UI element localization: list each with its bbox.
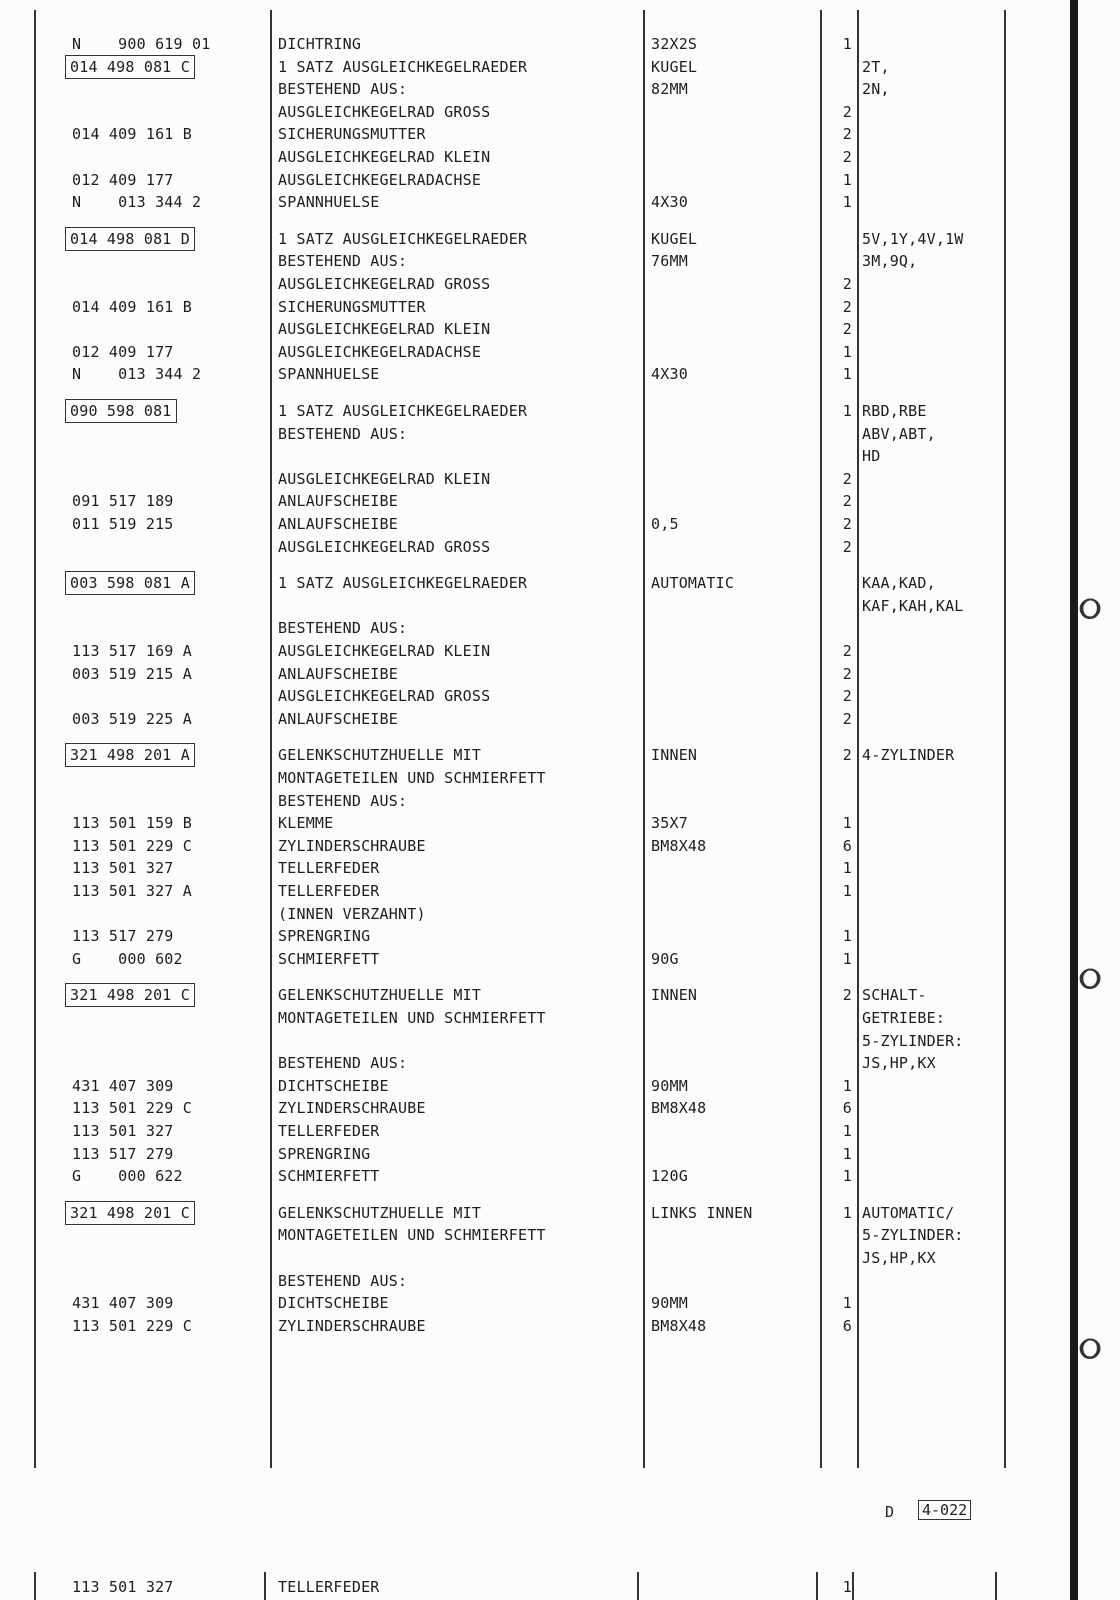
- part-number: 014 409 161 B: [72, 125, 192, 144]
- description: BESTEHEND AUS:: [278, 1271, 408, 1290]
- quantity: 2: [842, 664, 852, 683]
- quantity: 1: [842, 1167, 852, 1186]
- remark: 3M,9Q,: [862, 252, 918, 271]
- part-number: 113 501 229 C: [72, 836, 192, 855]
- part-number: [72, 1202, 194, 1224]
- remark: 2N,: [862, 80, 890, 99]
- quantity: [808, 78, 852, 100]
- part-number: 012 409 177: [72, 342, 174, 361]
- specification: 82MM: [651, 80, 688, 99]
- part-number: G 000 602: [72, 949, 183, 968]
- description: TELLERFEDER: [278, 882, 380, 900]
- column-rule-rem: [857, 10, 859, 1468]
- continuation-rule: [637, 1572, 639, 1600]
- quantity: [808, 572, 852, 594]
- column-rule-right: [1004, 10, 1006, 1468]
- remark: 5-ZYLINDER:: [862, 1226, 964, 1245]
- quantity: 1: [842, 402, 852, 420]
- part-number: G 000 622: [72, 1167, 183, 1186]
- description: AUSGLEICHKEGELRAD GROSS: [278, 275, 491, 293]
- quantity: 2: [842, 125, 852, 144]
- continuation-part-number: 113 501 327: [72, 1578, 174, 1596]
- part-number: N 013 344 2: [72, 193, 202, 212]
- description: AUSGLEICHKEGELRADACHSE: [278, 342, 482, 361]
- description: BESTEHEND AUS:: [278, 252, 408, 271]
- boxed-part-number: 090 598 081: [66, 400, 176, 422]
- description: ANLAUFSCHEIBE: [278, 709, 398, 728]
- specification: KUGEL: [651, 57, 698, 76]
- quantity: 2: [842, 986, 852, 1005]
- quantity: [808, 1030, 852, 1052]
- description: SICHERUNGSMUTTER: [278, 297, 426, 316]
- quantity: [808, 250, 852, 272]
- quantity: 2: [842, 102, 852, 121]
- description: ANLAUFSCHEIBE: [278, 492, 398, 511]
- part-number: 091 517 189: [72, 492, 174, 511]
- quantity: 1: [842, 1144, 852, 1163]
- description: ZYLINDERSCHRAUBE: [278, 836, 426, 855]
- remark: 5-ZYLINDER:: [862, 1031, 964, 1050]
- quantity: [808, 1247, 852, 1269]
- quantity: 1: [842, 1203, 852, 1222]
- quantity: 1: [842, 1294, 852, 1313]
- quantity: [808, 617, 852, 639]
- specification: BM8X48: [651, 836, 707, 855]
- specification: 90G: [651, 949, 679, 968]
- description: ANLAUFSCHEIBE: [278, 515, 398, 533]
- quantity: [808, 1224, 852, 1246]
- specification: LINKS INNEN: [651, 1203, 753, 1222]
- description: AUSGLEICHKEGELRAD KLEIN: [278, 320, 491, 339]
- description: BESTEHEND AUS:: [278, 424, 408, 443]
- description: 1 SATZ AUSGLEICHKEGELRAEDER: [278, 402, 528, 420]
- specification: 90MM: [651, 1076, 688, 1095]
- part-number: [72, 984, 194, 1006]
- punch-hole-marking: ૦: [1078, 955, 1103, 1001]
- description: KLEMME: [278, 814, 334, 833]
- part-number: [72, 228, 194, 250]
- quantity: 1: [842, 1122, 852, 1140]
- specification: INNEN: [651, 986, 698, 1005]
- quantity: 1: [842, 170, 852, 189]
- punch-hole-marking: ૦: [1078, 585, 1103, 631]
- part-number: 003 519 215 A: [72, 664, 192, 683]
- part-number: 113 517 279: [72, 1144, 174, 1163]
- specification: 35X7: [651, 814, 688, 833]
- quantity: 2: [842, 320, 852, 339]
- part-number: 012 409 177: [72, 170, 174, 189]
- specification: KUGEL: [651, 229, 698, 248]
- quantity: 2: [842, 537, 852, 556]
- part-number: N 013 344 2: [72, 365, 202, 384]
- remark: 5V,1Y,4V,1W: [862, 229, 964, 248]
- remark: 2T,: [862, 57, 890, 76]
- quantity: 1: [842, 365, 852, 384]
- quantity: 2: [842, 709, 852, 728]
- page-number: 4-022: [918, 1500, 971, 1520]
- specification: BM8X48: [651, 1316, 707, 1335]
- description: SPRENGRING: [278, 1144, 371, 1163]
- quantity: [808, 1052, 852, 1074]
- quantity: 6: [842, 1316, 852, 1335]
- part-number: 113 501 229 C: [72, 1099, 192, 1118]
- description: SPRENGRING: [278, 927, 371, 946]
- quantity: [808, 767, 852, 789]
- quantity: 2: [842, 297, 852, 316]
- description: 1 SATZ AUSGLEICHKEGELRAEDER: [278, 57, 528, 76]
- description: AUSGLEICHKEGELRAD KLEIN: [278, 148, 491, 166]
- boxed-part-number: 321 498 201 C: [66, 1202, 194, 1224]
- remark: JS,HP,KX: [862, 1054, 936, 1073]
- part-number: 113 501 327 A: [72, 882, 192, 900]
- quantity: 2: [842, 492, 852, 511]
- specification: 76MM: [651, 252, 688, 271]
- remark: SCHALT-: [862, 986, 927, 1005]
- specification: AUTOMATIC: [651, 574, 735, 593]
- description: BESTEHEND AUS:: [278, 791, 408, 810]
- part-number: [72, 572, 194, 594]
- quantity: [808, 228, 852, 250]
- description: ZYLINDERSCHRAUBE: [278, 1316, 426, 1335]
- quantity: 2: [842, 642, 852, 660]
- description: MONTAGETEILEN UND SCHMIERFETT: [278, 769, 546, 787]
- description: BESTEHEND AUS:: [278, 80, 408, 99]
- part-number: [72, 744, 194, 766]
- part-number: 113 517 169 A: [72, 642, 192, 660]
- page-reference: [918, 1501, 971, 1519]
- continuation-quantity: 1: [842, 1578, 852, 1596]
- remark: JS,HP,KX: [862, 1249, 936, 1267]
- quantity: 2: [842, 687, 852, 706]
- quantity: 1: [842, 35, 852, 53]
- part-number: 014 409 161 B: [72, 297, 192, 316]
- description: 1 SATZ AUSGLEICHKEGELRAEDER: [278, 229, 528, 248]
- continuation-rule: [264, 1572, 266, 1600]
- quantity: 1: [842, 1076, 852, 1095]
- specification: 4X30: [651, 193, 688, 212]
- description: SCHMIERFETT: [278, 949, 380, 968]
- column-rule-spec: [643, 10, 645, 1468]
- description: (INNEN VERZAHNT): [278, 904, 426, 923]
- remark: AUTOMATIC/: [862, 1203, 955, 1222]
- description: GELENKSCHUTZHUELLE MIT: [278, 1203, 482, 1222]
- description: DICHTSCHEIBE: [278, 1294, 389, 1313]
- specification: INNEN: [651, 746, 698, 765]
- description: GELENKSCHUTZHUELLE MIT: [278, 986, 482, 1005]
- description: AUSGLEICHKEGELRAD GROSS: [278, 102, 491, 121]
- boxed-part-number: 014 498 081 C: [66, 56, 194, 78]
- description: GELENKSCHUTZHUELLE MIT: [278, 746, 482, 765]
- quantity: [808, 423, 852, 445]
- remark: HD: [862, 447, 881, 466]
- part-number: N 900 619 01: [72, 35, 211, 53]
- description: BESTEHEND AUS:: [278, 1054, 408, 1073]
- quantity: 1: [842, 882, 852, 900]
- boxed-part-number: 321 498 201 A: [66, 744, 194, 766]
- boxed-part-number: 321 498 201 C: [66, 984, 194, 1006]
- quantity: 2: [842, 515, 852, 533]
- quantity: [808, 595, 852, 617]
- part-number: 113 501 229 C: [72, 1316, 192, 1335]
- quantity: 1: [842, 814, 852, 833]
- part-number: 113 501 327: [72, 859, 174, 878]
- specification: 120G: [651, 1167, 688, 1186]
- boxed-part-number: 014 498 081 D: [66, 228, 194, 250]
- quantity: 2: [842, 148, 852, 166]
- column-rule-desc: [270, 10, 272, 1468]
- quantity: [808, 1270, 852, 1292]
- column-rule-left: [34, 10, 36, 1468]
- description: 1 SATZ AUSGLEICHKEGELRAEDER: [278, 574, 528, 593]
- part-number: 431 407 309: [72, 1076, 174, 1095]
- description: MONTAGETEILEN UND SCHMIERFETT: [278, 1226, 546, 1245]
- remark: KAF,KAH,KAL: [862, 596, 964, 615]
- part-number: 113 501 327: [72, 1122, 174, 1140]
- continuation-description: TELLERFEDER: [278, 1578, 380, 1596]
- description: ANLAUFSCHEIBE: [278, 664, 398, 683]
- quantity: 2: [842, 469, 852, 488]
- remark: GETRIEBE:: [862, 1009, 946, 1027]
- continuation-rule: [34, 1572, 36, 1600]
- description: DICHTSCHEIBE: [278, 1076, 389, 1095]
- quantity: 1: [842, 949, 852, 968]
- quantity: 1: [842, 342, 852, 361]
- part-number: [72, 56, 194, 78]
- quantity: 1: [842, 193, 852, 212]
- quantity: [808, 1007, 852, 1029]
- continuation-rule: [852, 1572, 854, 1600]
- part-number: [72, 400, 176, 422]
- description: AUSGLEICHKEGELRAD KLEIN: [278, 469, 491, 488]
- boxed-part-number: 003 598 081 A: [66, 572, 194, 594]
- remark: KAA,KAD,: [862, 574, 936, 593]
- description: AUSGLEICHKEGELRAD GROSS: [278, 687, 491, 706]
- description: DICHTRING: [278, 35, 362, 53]
- part-number: 003 519 225 A: [72, 709, 192, 728]
- specification: BM8X48: [651, 1099, 707, 1118]
- description: AUSGLEICHKEGELRAD KLEIN: [278, 642, 491, 660]
- remark: 4-ZYLINDER: [862, 746, 955, 765]
- quantity: 6: [842, 836, 852, 855]
- description: SICHERUNGSMUTTER: [278, 125, 426, 144]
- quantity: 1: [842, 927, 852, 946]
- specification: 32X2S: [651, 35, 698, 53]
- part-number: 113 501 159 B: [72, 814, 192, 833]
- part-number: 011 519 215: [72, 515, 174, 533]
- specification: 90MM: [651, 1294, 688, 1313]
- quantity: [808, 56, 852, 78]
- description: BESTEHEND AUS:: [278, 619, 408, 638]
- description: ZYLINDERSCHRAUBE: [278, 1099, 426, 1118]
- quantity: [808, 445, 852, 467]
- description: SPANNHUELSE: [278, 365, 380, 384]
- quantity: 2: [842, 275, 852, 293]
- description: AUSGLEICHKEGELRAD GROSS: [278, 537, 491, 556]
- description: SPANNHUELSE: [278, 193, 380, 212]
- part-number: 113 517 279: [72, 927, 174, 946]
- quantity: [808, 790, 852, 812]
- description: TELLERFEDER: [278, 859, 380, 878]
- specification: 0,5: [651, 515, 679, 533]
- section-label: D: [885, 1503, 895, 1521]
- description: TELLERFEDER: [278, 1122, 380, 1140]
- remark: RBD,RBE: [862, 402, 927, 420]
- description: AUSGLEICHKEGELRADACHSE: [278, 170, 482, 189]
- quantity: [808, 903, 852, 925]
- specification: 4X30: [651, 365, 688, 384]
- description: SCHMIERFETT: [278, 1167, 380, 1186]
- quantity: 2: [842, 746, 852, 765]
- quantity: 6: [842, 1099, 852, 1118]
- part-number: 431 407 309: [72, 1294, 174, 1313]
- punch-hole-marking: ૦: [1078, 1325, 1103, 1371]
- description: MONTAGETEILEN UND SCHMIERFETT: [278, 1009, 546, 1027]
- continuation-rule: [995, 1572, 997, 1600]
- binding-edge: [1070, 0, 1078, 1600]
- remark: ABV,ABT,: [862, 424, 936, 443]
- quantity: 1: [842, 859, 852, 878]
